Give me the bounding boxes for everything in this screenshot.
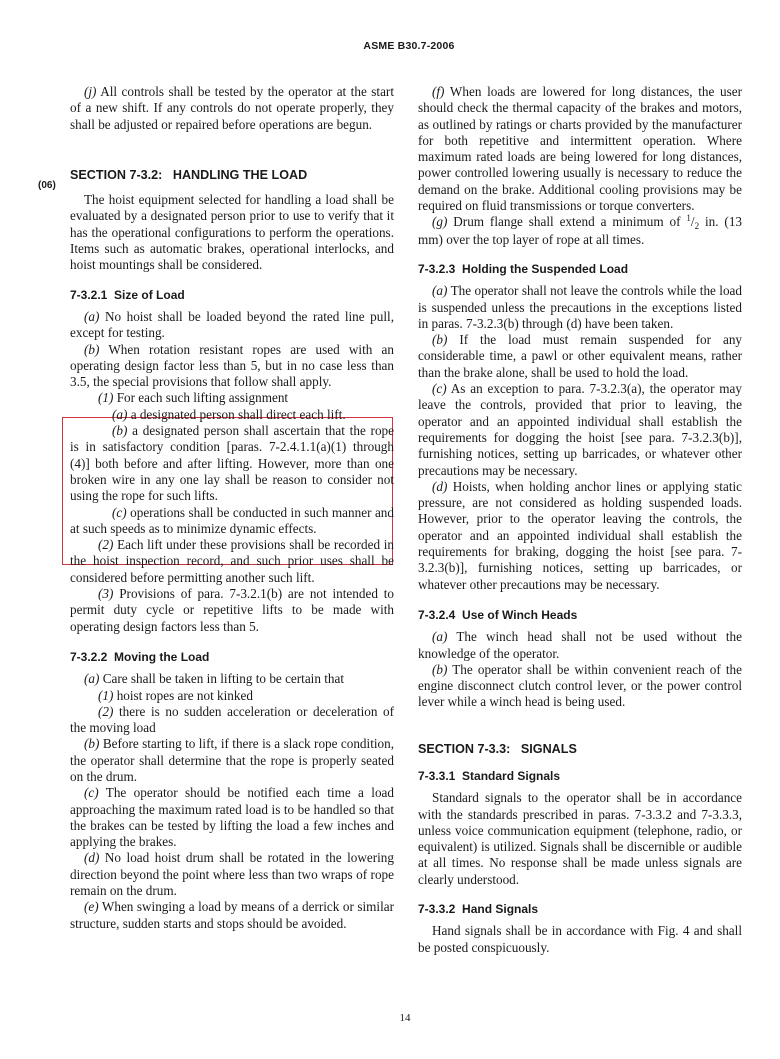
para-b1b: (b) a designated person shall ascertain that the rope is in satisfactory condition [paras. 7-2.4.1.1(a)(1) through (4)] both before and after lifting. However, more than one broken wire in any one lay shall be reason to consider not using the rope for such lifts. [70, 423, 394, 504]
para-f: (f) When loads are lowered for long distances, the user should check the thermal capacity of the brakes and motors, as outlined by ratings or charts provided by the manufacturer for both repetitive and intermittent operation. Where maximum rated loads are being lowered for long distances, power controlled lowering usually is necessary to reduce the demand on the brake. Additional cooling provisions may be required on fluid transmissions or torque converters. [418, 84, 742, 214]
page-number: 14 [399, 1012, 411, 1024]
para-b: (b) When rotation resistant ropes are used with an operating design factor less than 5, but in no case less than 3.5, the special provisions that follow shall apply. [70, 341, 394, 390]
para-b1: (1) For each such lifting assignment [98, 390, 289, 406]
para-hold-d: (d) Hoists, when holding anchor lines or applying static pressure, are not considered as holding suspended loads. However, prior to the operator leaving the controls, the operator and an appointed individual shall establish the requirements for braking, dogging the hoist [see para. 7-3.2.3(b)], furnishing notices, setting up barricades, or whatever other precautions may be necessary. [418, 478, 742, 592]
section-7-3-2-title: SECTION 7-3.2: HANDLING THE LOAD [70, 167, 308, 182]
para-winch-b: (b) The operator shall be within convenient reach of the engine disconnect clutch control lever, or the power control lever while a winch head is being used. [418, 661, 742, 710]
para-b3: (3) Provisions of para. 7-3.2.1(b) are not intended to permit duty cycle or repetitive lifts to be made with operating design factors less than 5. [70, 586, 394, 634]
para-move-c: (c) The operator should be notified each time a load approaching the maximum rated load is to be handled so that the brakes can be tested by lifting the load a few inches and applying the brakes. [70, 785, 394, 850]
subsection-7-3-2-1-title: 7-3.2.1 Size of Load [70, 287, 185, 302]
para-move-b: (b) Before starting to lift, if there is a slack rope condition, the operator shall determine that the rope is properly seated on the drum. [70, 736, 395, 784]
right-column [418, 84, 742, 956]
para-move-a: (a) Care shall be taken in lifting to be certain that [84, 671, 345, 687]
para-move-e: (e) When swinging a load by means of a derrick or similar structure, sudden starts and stops should be avoided. [70, 899, 394, 931]
para-b1c: (c) operations shall be conducted in such manner and at such speeds as to minimize dynamic effects. [70, 504, 394, 536]
section-7-3-3-title: SECTION 7-3.3: SIGNALS [418, 741, 577, 756]
left-column [70, 84, 394, 932]
revision-marker: (06) [38, 180, 56, 191]
para-b1a: (a) a designated person shall direct each lift. [112, 406, 346, 422]
para-b2: (2) Each lift under these provisions shall be recorded in the hoist inspection record, and such prior uses shall be considered before permitting another such lift. [70, 537, 394, 585]
para-move-d: (d) No load hoist drum shall be rotated in the lowering direction beyond the point where less than two wraps of rope remain on the drum. [70, 850, 394, 899]
section-7-3-2-text: The hoist equipment selected for handling a load shall be evaluated by a designated person prior to use to verify that it has the operational configurations to perform the operations. Items such as automatic brakes, operational interlocks, and hoist mountings shall be considered. [70, 192, 394, 273]
running-header: ASME B30.7-2006 [363, 40, 455, 52]
subsection-7-3-2-4-title: 7-3.2.4 Use of Winch Heads [418, 607, 578, 622]
subsection-7-3-2-3-title: 7-3.2.3 Holding the Suspended Load [418, 261, 629, 276]
para-g: (g) Drum flange shall extend a minimum of $^1/_2$ in. (13 mm) over the top layer of rope at all times. [418, 213, 743, 247]
subsection-7-3-3-2-title: 7-3.3.2 Hand Signals [418, 902, 539, 917]
para-hold-c: (c) As an exception to para. 7-3.2.3(a), the operator may leave the controls, provided that prior to leaving, the operator and an appointed individual shall establish the requirements for dogging the hoist [see para. 7-3.2.3(b)], furnishing notices, setting up barricades, or whatever other precautions may be necessary. [418, 381, 743, 478]
subsection-7-3-3-1-title: 7-3.3.1 Standard Signals [418, 768, 561, 783]
fraction-half: $^1/_2$ [686, 213, 700, 232]
para-j: (j) All controls shall be tested by the operator at the start of a new shift. If any controls do not operate properly, they shall be adjusted or repaired before operations are begun. [70, 84, 394, 132]
para-move-a1: (1) hoist ropes are not kinked [98, 687, 253, 703]
para-hold-b: (b) If the load must remain suspended for any considerable time, a pawl or other equivalent means, rather than the brake alone, shall be used to hold the load. [418, 332, 743, 380]
para-move-a2: (2) there is no sudden acceleration or deceleration of the moving load [70, 703, 395, 736]
para-a: (a) No hoist shall be loaded beyond the rated line pull, except for testing. [70, 308, 394, 341]
para-winch-a: (a) The winch head shall not be used without the knowledge of the operator. [418, 629, 742, 661]
para-hand-signals: Hand signals shall be in accordance with Fig. 4 and shall be posted conspicuously. [418, 923, 742, 955]
para-standard-signals: Standard signals to the operator shall be in accordance with the standards prescribed in paras. 7-3.3.2 and 7-3.3.3, unless voice communication equipment (telephone, radio, or equivalent) is utilized. Signals shall be discernible or audible at all times. No response shall be made unless signals are clearly understood. [418, 790, 742, 887]
para-hold-a: (a) The operator shall not leave the controls while the load is suspended unless the precautions in the exceptions listed in paras. 7-3.2.3(b) through (d) have been taken. [418, 283, 743, 331]
subsection-7-3-2-2-title: 7-3.2.2 Moving the Load [70, 649, 210, 664]
